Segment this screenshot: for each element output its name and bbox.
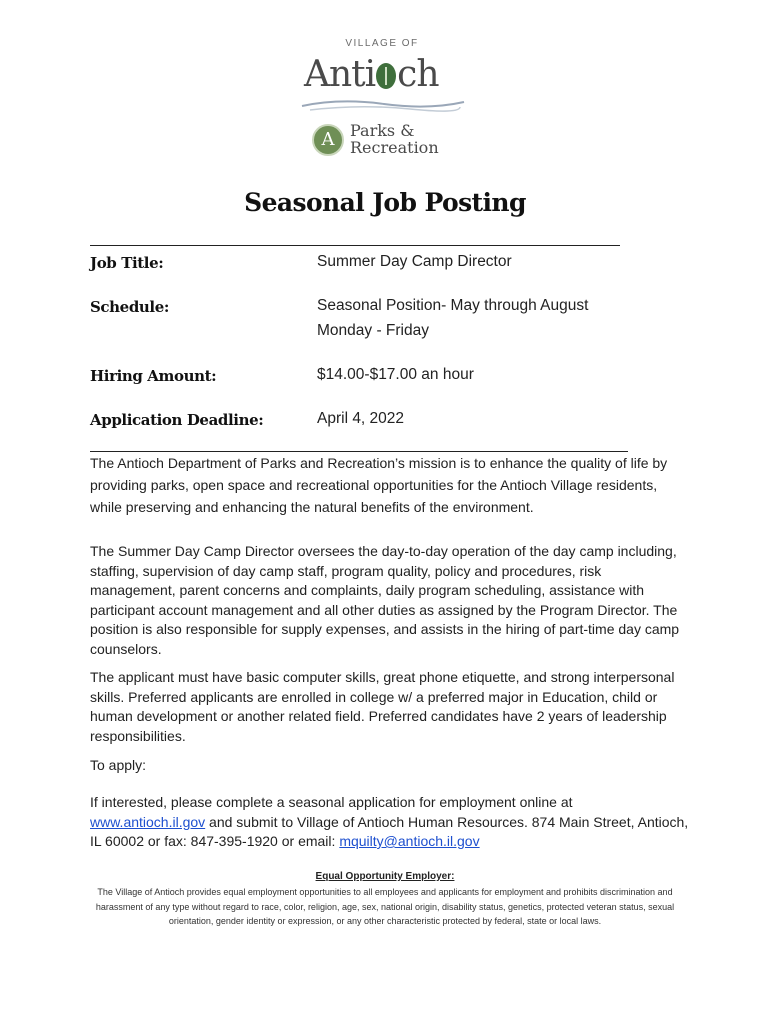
requirements-paragraph: The applicant must have basic computer skills, great phone etiquette, and strong interpersonal skills. Preferred applicants are enrolled in college w/ a preferred major in Education, child or human development or another related field. Preferred candidates have 2 years of leadership responsibilities. xyxy=(90,669,675,744)
schedule-value-2: Monday - Friday xyxy=(317,322,429,339)
leaf-icon xyxy=(376,63,396,89)
parks-emblem-icon: A xyxy=(312,124,344,156)
mission-statement: The Antioch Department of Parks and Recreation’s mission is to enhance the quality of life by providing parks, open space and recreational opportunities for the Antioch Village residents, while preserving and enhancing the natural benefits of the environment. xyxy=(90,455,668,515)
parks-line: Parks & xyxy=(350,121,415,140)
logo-antioch-part-2: ch xyxy=(397,54,439,95)
hiring-amount-value: $14.00-$17.00 an hour xyxy=(317,366,474,383)
page-title: Seasonal Job Posting xyxy=(244,188,526,217)
to-apply-heading: To apply: xyxy=(90,757,147,773)
logo-swoosh-icon xyxy=(300,98,466,112)
logo-antioch-part-1: Anti xyxy=(304,54,376,95)
application-deadline-label: Application Deadline: xyxy=(90,411,264,429)
eeo-title: Equal Opportunity Employer: xyxy=(315,871,455,882)
village-logo xyxy=(282,30,482,170)
website-link[interactable]: www.antioch.il.gov xyxy=(90,813,206,830)
duties-paragraph: The Summer Day Camp Director oversees the day-to-day operation of the day camp including, staffing, supervision of day camp staff, program quality, policy and procedures, risk management, parent concerns and complaints, daily program scheduling, assistance with participant account management and all other duties as assigned by the Program Director. The position is also responsible for supply expenses, and assists in the hiring of part-time day camp counselors. xyxy=(90,543,680,657)
apply-text-2: and submit to Village of Antioch Human Resources. 874 Main Street, Antioch, IL 60002 or fax: 847-395-1920 or email: xyxy=(90,813,689,849)
recreation-line: Recreation xyxy=(350,138,439,157)
hiring-amount-label: Hiring Amount: xyxy=(90,367,217,385)
job-title-label: Job Title: xyxy=(90,254,164,272)
top-divider xyxy=(90,245,620,246)
apply-instructions xyxy=(90,793,690,852)
parks-recreation-wordmark xyxy=(350,122,480,156)
schedule-label: Schedule: xyxy=(90,298,169,316)
job-title-value: Summer Day Camp Director xyxy=(317,253,512,270)
application-deadline-value: April 4, 2022 xyxy=(317,410,405,427)
schedule-value-1: Seasonal Position- May through August xyxy=(317,297,589,314)
logo-village-of: VILLAGE OF xyxy=(345,38,419,49)
apply-text-1: If interested, please complete a seasonal application for employment online at xyxy=(90,794,573,810)
logo-antioch-wordmark xyxy=(304,54,439,95)
email-link[interactable]: mquilty@antioch.il.gov xyxy=(339,833,480,849)
eeo-statement: The Village of Antioch provides equal employment opportunities to all employees and applicants for employment and prohibits discrimination and harassment of any type without regard to race, color, religion, age, sex, national origin, disability status, genetics, protected veteran status, sexual orientation, gender identity or expression, or any other characteristic protected by federal, state or local laws. xyxy=(95,887,675,926)
